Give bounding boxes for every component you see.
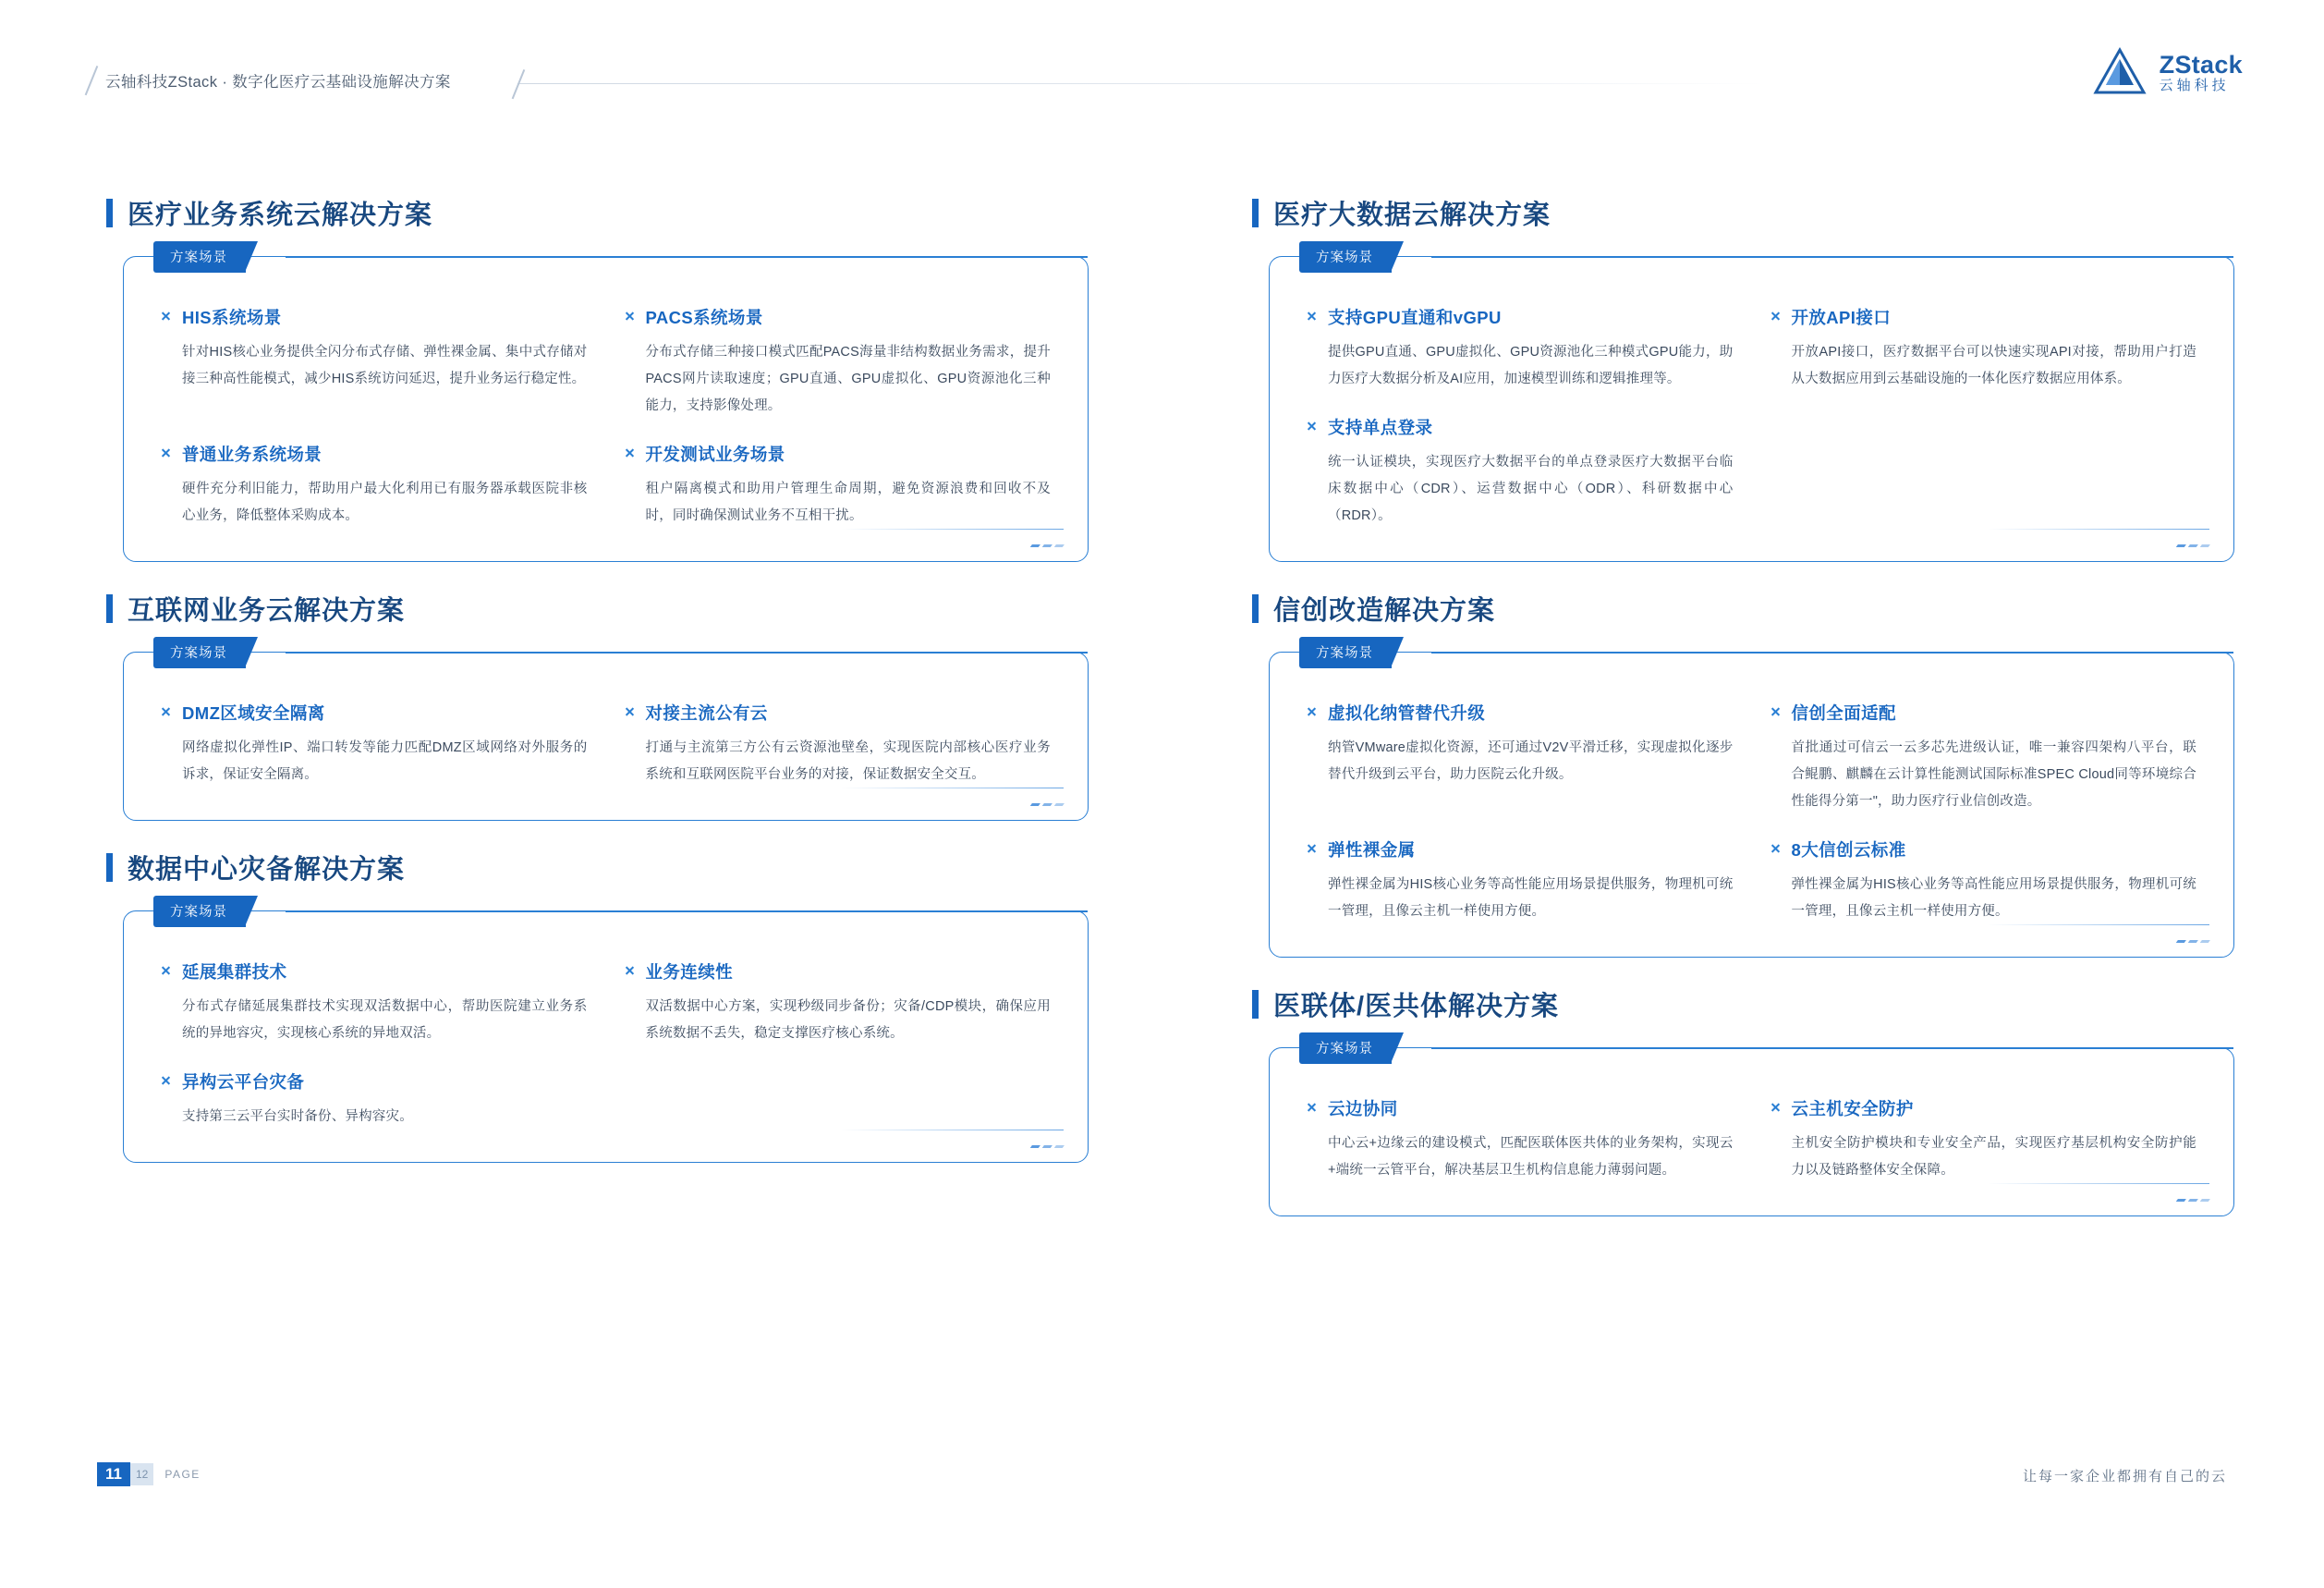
cross-bullet-icon <box>1770 1103 1783 1115</box>
logo-text-en: ZStack <box>2159 51 2243 79</box>
section-title-label: 互联网业务云解决方案 <box>128 596 406 627</box>
section-title-label: 医疗业务系统云解决方案 <box>128 201 433 230</box>
scenario-item-body: 提供GPU直通、GPU虚拟化、GPU资源池化三种模式GPU能力，助力医疗大数据分析及AI应用，加速模型训练和逻辑推理等。 <box>1328 345 1734 387</box>
section-title-label: 医疗大数据云解决方案 <box>1273 201 1551 230</box>
page-label: PAGE <box>164 1468 201 1481</box>
scenario-item-body: 针对HIS核心业务提供全闪分布式存储、弹性裸金属、集中式存储对接三种高性能模式，减少HIS系统访问延迟，提升业务运行稳定性。 <box>182 345 588 387</box>
scenario-item <box>161 1071 588 1130</box>
section-title <box>97 849 1095 886</box>
title-accent-bar <box>1252 199 1259 227</box>
scenario-item <box>1770 307 2197 393</box>
pagination <box>97 1462 201 1486</box>
card-tab-label: 方案场景 <box>153 241 246 273</box>
scenario-item-title: 信创全面适配 <box>1791 703 1896 724</box>
page-header <box>0 51 2324 122</box>
section-title <box>97 194 1095 232</box>
brand-logo <box>2093 46 2243 100</box>
section-title <box>1243 194 2241 232</box>
scenario-card <box>1269 646 2234 958</box>
scenario-item-head <box>1307 307 1734 329</box>
cross-bullet-icon <box>1307 421 1319 434</box>
scenario-item-head <box>1770 1098 2197 1120</box>
scenario-item-body: 分布式存储三种接口模式匹配PACS海量非结构数据业务需求，提升PACS网片读取速度；GPU直通、GPU虚拟化、GPU资源池化三种能力，支持影像处理。 <box>645 345 1051 414</box>
section-title <box>1243 985 2241 1023</box>
card-tab-rule <box>286 910 1088 912</box>
section-title-label: 数据中心灾备解决方案 <box>128 855 406 886</box>
scenario-item-body: 纳管VMware虚拟化资源，还可通过V2V平滑迁移，实现虚拟化逐步替代升级到云平台，助力医院云化升级。 <box>1328 740 1734 783</box>
scenario-grid <box>1307 1098 2196 1184</box>
scenario-item-head <box>1770 839 2197 861</box>
scenario-item-head <box>1770 702 2197 725</box>
scenario-item-head <box>1307 839 1734 861</box>
scenario-item-head <box>625 444 1052 466</box>
scenario-item-body: 首批通过可信云一云多芯先进级认证，唯一兼容四架构八平台，联合鲲鹏、麒麟在云计算性能测试国际标准SPEC Cloud同等环境综合性能得分第一"，助力医疗行业信创改造。 <box>1791 740 2196 810</box>
section-xinchuang-transformation <box>1243 590 2241 958</box>
cross-bullet-icon <box>161 448 173 460</box>
card-corner-decor-icon <box>1031 803 1064 806</box>
title-accent-bar <box>106 594 113 623</box>
card-underline <box>1988 529 2209 531</box>
logo-text-cn: 云轴科技 <box>2159 77 2230 93</box>
scenario-item-title: 开发测试业务场景 <box>645 445 785 465</box>
footer-slogan: 让每一家企业都拥有自己的云 <box>2022 1469 2227 1484</box>
scenario-item-body: 中心云+边缘云的建设模式，匹配医联体医共体的业务架构，实现云+端统一云管平台，解决基层卫生机构信息能力薄弱问题。 <box>1328 1136 1734 1179</box>
scenario-item <box>1770 702 2197 815</box>
card-corner-decor-icon <box>1031 1145 1064 1148</box>
cross-bullet-icon <box>161 1076 173 1088</box>
logo-wordmark <box>2160 52 2243 93</box>
scenario-item-body: 统一认证模块，实现医疗大数据平台的单点登录医疗大数据平台临床数据中心（CDR）、运营数据中心（ODR）、科研数据中心（RDR）。 <box>1328 455 1734 524</box>
scenario-item-head <box>1307 1098 1734 1120</box>
scenario-item-title: 延展集群技术 <box>182 962 287 983</box>
scenario-item-title: 支持GPU直通和vGPU <box>1328 308 1502 327</box>
scenario-item-body: 弹性裸金属为HIS核心业务等高性能应用场景提供服务，物理机可统一管理，且像云主机一样使用方便。 <box>1791 877 2196 920</box>
card-underline <box>842 1130 1064 1131</box>
card-corner-decor-icon <box>2177 940 2209 943</box>
right-column <box>1243 194 2241 1244</box>
scenario-item-body: 开放API接口，医疗数据平台可以快速实现API对接，帮助用户打造从大数据应用到云基础设施的一体化医疗数据应用体系。 <box>1791 345 2196 387</box>
scenario-item-head <box>161 961 588 983</box>
scenario-item-head <box>161 702 588 725</box>
section-title-label: 信创改造解决方案 <box>1273 596 1496 627</box>
scenario-item <box>1770 1098 2197 1184</box>
section-medical-bigdata-cloud <box>1243 194 2241 562</box>
page-footer <box>0 1462 2324 1499</box>
cross-bullet-icon <box>625 707 637 719</box>
scenario-item-title: 业务连续性 <box>645 962 734 983</box>
scenario-item <box>1307 417 1734 530</box>
scenario-card <box>1269 1042 2234 1216</box>
scenario-card <box>123 250 1089 562</box>
slash-divider-icon <box>81 67 105 94</box>
scenario-item-body: 支持第三云平台实时备份、异构容灾。 <box>182 1109 413 1125</box>
scenario-item-body: 分布式存储延展集群技术实现双活数据中心，帮助医院建立业务系统的异地容灾，实现核心系统的异地双活。 <box>182 999 588 1042</box>
scenario-grid <box>161 961 1051 1130</box>
card-tab-label: 方案场景 <box>1299 241 1392 273</box>
card-tab-label: 方案场景 <box>1299 1032 1392 1064</box>
card-tab-rule <box>1431 652 2233 654</box>
scenario-item-title: 虚拟化纳管替代升级 <box>1328 703 1486 724</box>
breadcrumb <box>81 67 451 94</box>
card-corner-decor-icon <box>1031 544 1064 547</box>
card-underline <box>842 788 1064 789</box>
card-corner-decor-icon <box>2177 1199 2209 1202</box>
card-underline <box>1988 1183 2209 1185</box>
scenario-item-body: 主机安全防护模块和专业安全产品，实现医疗基层机构安全防护能力以及链路整体安全保障。 <box>1791 1136 2196 1179</box>
page-number-next: 12 <box>130 1463 153 1485</box>
cross-bullet-icon <box>1770 311 1783 324</box>
scenario-item-title: 对接主流公有云 <box>645 703 768 724</box>
scenario-item-title: 开放API接口 <box>1791 308 1892 327</box>
title-accent-bar <box>106 199 113 227</box>
scenario-card <box>123 646 1089 821</box>
scenario-item-body: 双活数据中心方案，实现秒级同步备份；灾备/CDP模块，确保应用系统数据不丢失，稳定支撑医疗核心系统。 <box>645 999 1051 1042</box>
card-corner-decor-icon <box>2177 544 2209 547</box>
scenario-item-head <box>625 961 1052 983</box>
section-internet-business-cloud <box>97 590 1095 821</box>
scenario-item-head <box>1307 702 1734 725</box>
scenario-item <box>161 702 588 788</box>
scenario-item <box>1307 702 1734 815</box>
section-title-label: 医联体/医共体解决方案 <box>1273 992 1560 1022</box>
scenario-item-title: 支持单点登录 <box>1328 418 1433 438</box>
page-number-current: 11 <box>97 1462 130 1486</box>
scenario-item-head <box>161 444 588 466</box>
scenario-item-title: 8大信创云标准 <box>1791 840 1906 861</box>
section-medical-alliance <box>1243 985 2241 1216</box>
scenario-grid <box>161 307 1051 530</box>
title-accent-bar <box>106 853 113 882</box>
card-tab-rule <box>286 256 1088 258</box>
cross-bullet-icon <box>1307 844 1319 856</box>
card-tab-label: 方案场景 <box>153 896 246 927</box>
cross-bullet-icon <box>625 448 637 460</box>
cross-bullet-icon <box>1307 1103 1319 1115</box>
card-tab-rule <box>286 652 1088 654</box>
scenario-item-head <box>1770 307 2197 329</box>
scenario-item <box>1770 839 2197 925</box>
header-rule <box>517 83 1765 84</box>
section-title <box>1243 590 2241 628</box>
card-tab-label: 方案场景 <box>153 637 246 668</box>
scenario-card <box>1269 250 2234 562</box>
left-column <box>97 194 1095 1191</box>
scenario-item-title: 弹性裸金属 <box>1328 840 1416 861</box>
scenario-item-title: 云边协同 <box>1328 1099 1398 1119</box>
scenario-item-head <box>161 307 588 329</box>
scenario-item-body: 弹性裸金属为HIS核心业务等高性能应用场景提供服务，物理机可统一管理，且像云主机一样使用方便。 <box>1328 877 1734 920</box>
cross-bullet-icon <box>625 311 637 324</box>
zstack-logo-icon <box>2093 46 2147 100</box>
cross-bullet-icon <box>625 966 637 978</box>
scenario-item-head <box>625 307 1052 329</box>
scenario-item-body: 打通与主流第三方公有云资源池壁垒，实现医院内部核心医疗业务系统和互联网医院平台业务的对接，保证数据安全交互。 <box>645 740 1051 783</box>
cross-bullet-icon <box>1307 707 1319 719</box>
section-datacenter-dr <box>97 849 1095 1163</box>
scenario-item-title: 异构云平台灾备 <box>182 1072 305 1093</box>
scenario-item <box>161 307 588 420</box>
scenario-item <box>161 961 588 1047</box>
card-underline <box>842 529 1064 531</box>
card-tab-rule <box>1431 256 2233 258</box>
breadcrumb-label: 云轴科技ZStack · 数字化医疗云基础设施解决方案 <box>105 74 451 91</box>
scenario-item-body: 硬件充分利旧能力，帮助用户最大化利用已有服务器承载医院非核心业务，降低整体采购成本。 <box>182 482 588 524</box>
scenario-item-head <box>1307 417 1734 439</box>
cross-bullet-icon <box>161 966 173 978</box>
cross-bullet-icon <box>1770 844 1783 856</box>
scenario-item-title: PACS系统场景 <box>645 308 763 327</box>
scenario-grid <box>161 702 1051 788</box>
cross-bullet-icon <box>161 311 173 324</box>
scenario-item <box>625 702 1052 788</box>
card-underline <box>1988 924 2209 926</box>
section-medical-business-cloud <box>97 194 1095 562</box>
scenario-item-body: 租户隔离模式和助用户管理生命周期，避免资源浪费和回收不及时，同时确保测试业务不互相干扰。 <box>645 482 1051 524</box>
card-tab-rule <box>1431 1047 2233 1049</box>
cross-bullet-icon <box>1307 311 1319 324</box>
scenario-item <box>625 444 1052 530</box>
title-accent-bar <box>1252 990 1259 1019</box>
scenario-item <box>1307 307 1734 393</box>
cross-bullet-icon <box>161 707 173 719</box>
scenario-item <box>1307 839 1734 925</box>
title-accent-bar <box>1252 594 1259 623</box>
scenario-grid <box>1307 702 2196 925</box>
scenario-item-title: DMZ区域安全隔离 <box>182 703 325 724</box>
scenario-item-body: 网络虚拟化弹性IP、端口转发等能力匹配DMZ区域网络对外服务的诉求，保证安全隔离。 <box>182 740 588 783</box>
scenario-item-head <box>625 702 1052 725</box>
card-tab-label: 方案场景 <box>1299 637 1392 668</box>
scenario-item <box>625 307 1052 420</box>
section-title <box>97 590 1095 628</box>
scenario-item-title: 普通业务系统场景 <box>182 445 322 465</box>
scenario-item-title: HIS系统场景 <box>182 308 282 327</box>
scenario-item-head <box>161 1071 588 1093</box>
scenario-item <box>161 444 588 530</box>
scenario-item <box>625 961 1052 1047</box>
scenario-card <box>123 905 1089 1163</box>
scenario-item <box>1307 1098 1734 1184</box>
scenario-item-title: 云主机安全防护 <box>1791 1099 1914 1119</box>
cross-bullet-icon <box>1770 707 1783 719</box>
scenario-grid <box>1307 307 2196 530</box>
